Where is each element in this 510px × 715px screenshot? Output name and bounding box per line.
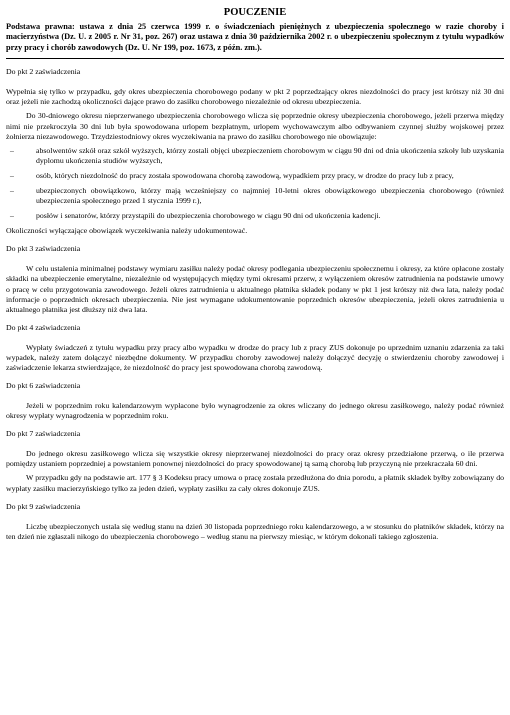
pkt9-paragraph-1: Liczbę ubezpieczonych ustala się według stanu na dzień 30 listopada poprzedniego roku kalendarzowego, a w stosunku do płatników składek, którzy na ten dzień nie zgłaszali nikogo do ubezpieczenia chorobowego – według stanu na pierwszy miesiąc, w którym dokonali takiego zgłoszenia. <box>6 521 504 541</box>
list-item: – ubezpieczonych obowiązkowo, którzy mają wcześniejszy co najmniej 10-letni okres obowiązkowego ubezpieczenia chorobowego (również ubezpieczenia społecznego przed 1 stycznia 1999 r.), <box>10 185 504 206</box>
section-heading-pkt3: Do pkt 3 zaświadczenia <box>6 244 81 254</box>
pkt7-paragraph-2: W przypadku gdy na podstawie art. 177 § 3 Kodeksu pracy umowa o pracę została przedłużona do dnia porodu, a płatnik składek byłby zobowiązany do wypłaty zasiłku macierzyńskiego tylko za jeden dzień, wypłaty zasiłku za cały okres dokonuje ZUS. <box>6 473 504 493</box>
pkt2-paragraph-1: Wypełnia się tylko w przypadku, gdy okres ubezpieczenia chorobowego podany w pkt 2 poprzedzający okres niezdolności do pracy jest krótszy niż 30 dni oraz jeżeli nie zachodzą okoliczności dające prawo do zasiłku chorobowego niezależnie od okresu ubezpieczenia. <box>6 87 504 107</box>
exemption-list <box>6 146 504 222</box>
document-title: POUCZENIE <box>223 7 287 18</box>
dash-marker: – <box>10 185 14 195</box>
pkt6-paragraph-1: Jeżeli w poprzednim roku kalendarzowym wypłacone było wynagrodzenie za okres wliczany do jednego okresu zasiłkowego, należy podać również okresy wypłaty wynagrodzenia w poprzednim roku. <box>6 401 504 421</box>
list-item: – absolwentów szkół oraz szkół wyższych, którzy zostali objęci ubezpieczeniem chorobowym w ciągu 90 dni od dnia ukończenia szkoły lub uzyskania dyplomu ukończenia studiów wyższych, <box>10 145 504 165</box>
section-heading-pkt6: Do pkt 6 zaświadczenia <box>6 381 81 391</box>
dash-marker: – <box>10 145 14 155</box>
list-item: – osób, których niezdolność do pracy została spowodowana chorobą zawodową, wypadkiem przy pracy, w drodze do pracy lub z pracy, <box>10 170 454 180</box>
section-heading-pkt7: Do pkt 7 zaświadczenia <box>6 429 81 439</box>
section-heading-pkt4: Do pkt 4 zaświadczenia <box>6 322 81 332</box>
section-heading-pkt9: Do pkt 9 zaświadczenia <box>6 501 81 511</box>
pkt2-paragraph-2: Do 30-dniowego okresu nieprzerwanego ubezpieczenia chorobowego wlicza się poprzednie okresy ubezpieczenia chorobowego, jeżeli przerwa między nimi nie przekroczyła 30 dni lub była spowodowana urlopem bezpłatnym, urlopem wychowawczym albo odbywaniem czynnej służby wojskowej przez żołnierza niezawodowego. Trzydziestodniowy okres wyczekiwania na prawo do zasiłku chorobowego nie obowiązuje: <box>6 111 504 141</box>
pkt7-paragraph-1: Do jednego okresu zasiłkowego wlicza się wszystkie okresy nieprzerwanej niezdolności do pracy oraz okresy przedziałone przerwą, o ile przerwa pomiędzy ustaniem poprzedniej a powstaniem ponownej niezdolności do pracy spowodowanej tą samą chorobą lub przyczyną nie przekraczała 60 dni. <box>6 449 504 469</box>
dash-marker: – <box>10 211 14 221</box>
pkt2-paragraph-3: Okoliczności wyłączające obowiązek wyczekiwania należy udokumentować. <box>6 226 248 236</box>
legal-basis: Podstawa prawna: ustawa z dnia 25 czerwca 1999 r. o świadczeniach pieniężnych z ubezpieczenia społecznego w razie choroby i macierzyństwa (Dz. U. z 2005 r. Nr 31, poz. 267) oraz ustawa z dnia 30 października 2002 r. o ubezpieczeniu społecznym z tytułu wypadków przy pracy i chorób zawodowych (Dz. U. Nr 199, poz. 1673, z późn. zm.). <box>6 22 504 59</box>
pkt4-paragraph-1: Wypłaty świadczeń z tytułu wypadku przy pracy albo wypadku w drodze do pracy lub z pracy ZUS dokonuje po uprzednim uznaniu zdarzenia za taki wypadek, należy zatem dołączyć niezbędne dokumenty. W przypadku choroby zawodowej należy dołączyć decyzję o stwierdzeniu choroby zawodowej i zaświadczenie lekarza stwierdzające, że niezdolność do pracy jest spowodowana chorobą zawodową. <box>6 342 504 372</box>
list-item: – posłów i senatorów, którzy przystąpili do ubezpieczenia chorobowego w ciągu 90 dni od ukończenia kadencji. <box>10 211 381 221</box>
section-heading-pkt2: Do pkt 2 zaświadczenia <box>6 67 81 77</box>
pkt3-paragraph-1: W celu ustalenia minimalnej podstawy wymiaru zasiłku należy podać okresy podlegania ubezpieczeniu społecznemu i okresy, za które opłacone zostały składki na ubezpieczenie emerytalne, niezależnie od występujących między tymi okresami przerw, z wyłączeniem okresów zatrudnienia na podstawie umowy o pracę w celu przygotowania zawodowego. Jeżeli okres zatrudnienia u aktualnego płatnika składek podany w pkt 1 jest krótszy niż dwa lata, należy podać informacje o poprzednich okresach ubezpieczenia. Nie jest wymagane udokumentowanie poprzednich okresów ubezpieczenia, jeżeli okres zatrudnienia u aktualnego płatnika jest dłuższy niż dwa lata. <box>6 264 504 314</box>
dash-marker: – <box>10 170 14 180</box>
